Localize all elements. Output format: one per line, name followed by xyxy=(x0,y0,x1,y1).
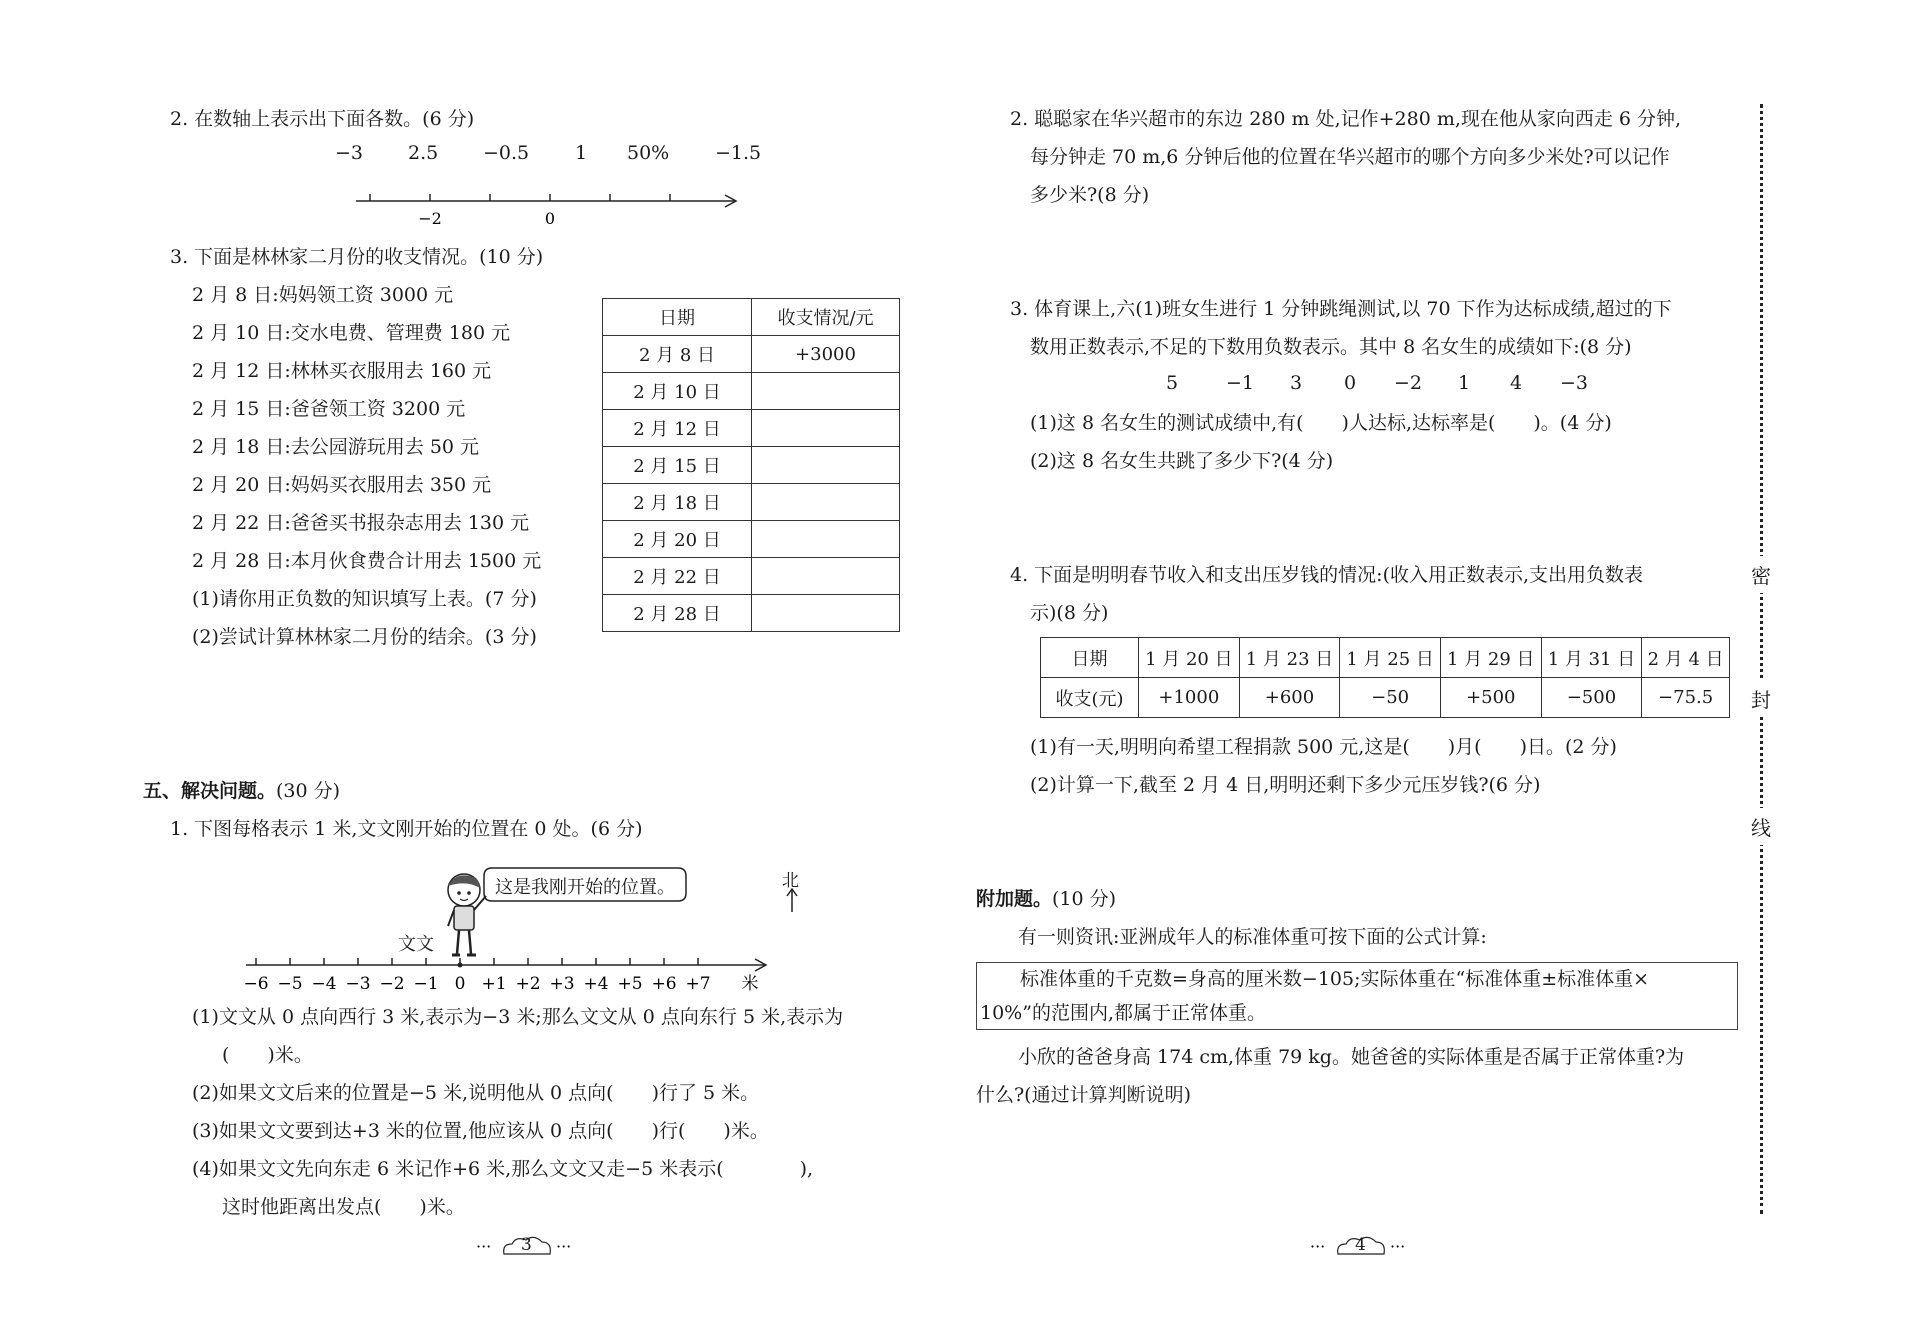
bonus-heading xyxy=(976,886,1116,912)
axis-label: +6 xyxy=(651,974,677,994)
axis-label: −4 xyxy=(311,974,337,994)
table-cell: 2 月 20 日 xyxy=(603,521,752,558)
score-item: 4 xyxy=(1510,372,1523,394)
right-q4-line2: 示)(8 分) xyxy=(1030,602,1109,624)
table-header: 日期 xyxy=(603,299,752,336)
score-item: 1 xyxy=(1458,372,1471,394)
table-cell xyxy=(752,521,900,558)
section5-q1-title: 1. 下图每格表示 1 米,文文刚开始的位置在 0 处。(6 分) xyxy=(170,818,643,840)
number-item: −0.5 xyxy=(483,142,530,164)
table-cell: +3000 xyxy=(752,336,900,373)
axis-label: −2 xyxy=(379,974,405,994)
table-cell: 2 月 22 日 xyxy=(603,558,752,595)
table-cell: −75.5 xyxy=(1642,678,1730,718)
right-q4-sub1: (1)有一天,明明向希望工程捐款 500 元,这是( )月( )日。(2 分) xyxy=(1030,736,1617,758)
svg-text:···: ··· xyxy=(556,1237,572,1256)
table-row xyxy=(603,558,900,595)
right-q2-line3: 多少米?(8 分) xyxy=(1030,184,1150,206)
table-cell xyxy=(752,410,900,447)
table-cell: −500 xyxy=(1541,678,1642,718)
left-q2-number-line xyxy=(340,186,760,232)
formula-line1: 标准体重的千克数=身高的厘米数−105;实际体重在“标准体重±标准体重× xyxy=(1020,968,1650,990)
score-item: 5 xyxy=(1166,372,1179,394)
table-cell xyxy=(752,558,900,595)
table-cell: 2 月 10 日 xyxy=(603,373,752,410)
page-number-right xyxy=(1308,1232,1418,1262)
bonus-intro: 有一则资讯:亚洲成年人的标准体重可按下面的公式计算: xyxy=(1018,926,1487,948)
number-item: 1 xyxy=(575,142,588,164)
section5-sub2: (2)如果文文后来的位置是−5 米,说明他从 0 点向( )行了 5 米。 xyxy=(192,1082,760,1104)
section5-title: 五、解决问题。 xyxy=(143,780,277,802)
right-q3-line1: 3. 体育课上,六(1)班女生进行 1 分钟跳绳测试,以 70 下作为达标成绩,超过的下 xyxy=(1010,298,1672,320)
table-cell: 1 月 25 日 xyxy=(1340,638,1441,678)
table-row xyxy=(603,484,900,521)
right-q3-sub2: (2)这 8 名女生共跳了多少下?(4 分) xyxy=(1030,450,1334,472)
table-cell xyxy=(752,595,900,632)
seal-char-feng: 封 xyxy=(1751,680,1771,717)
score-item: −1 xyxy=(1226,372,1255,394)
number-item: −3 xyxy=(335,142,364,164)
wenwen-label: 文文 xyxy=(398,934,434,955)
section5-sub4a: (4)如果文文先向东走 6 米记作+6 米,那么文文又走−5 米表示( ), xyxy=(192,1158,814,1180)
list-item: 2 月 8 日:妈妈领工资 3000 元 xyxy=(192,284,454,306)
axis-label: −5 xyxy=(277,974,303,994)
right-q4-table xyxy=(1040,637,1730,718)
seal-char-xian: 线 xyxy=(1751,808,1771,845)
right-q4-line1: 4. 下面是明明春节收入和支出压岁钱的情况:(收入用正数表示,支出用负数表 xyxy=(1010,564,1644,586)
table-cell: 2 月 15 日 xyxy=(603,447,752,484)
bonus-score: (10 分) xyxy=(1052,888,1117,910)
table-cell: 2 月 28 日 xyxy=(603,595,752,632)
page-number-left xyxy=(474,1232,584,1262)
section5-score: (30 分) xyxy=(276,780,341,802)
table-cell: 2 月 8 日 xyxy=(603,336,752,373)
north-label: 北 xyxy=(782,871,799,891)
table-row xyxy=(603,595,900,632)
table-row xyxy=(1041,678,1730,718)
table-cell: 2 月 18 日 xyxy=(603,484,752,521)
number-item: 2.5 xyxy=(408,142,439,164)
axis-label: +5 xyxy=(617,974,643,994)
table-cell: 2 月 12 日 xyxy=(603,410,752,447)
left-q3-sub1: (1)请你用正负数的知识填写上表。(7 分) xyxy=(192,588,537,610)
bonus-question-line2: 什么?(通过计算判断说明) xyxy=(976,1084,1192,1106)
bonus-title: 附加题。 xyxy=(976,888,1053,910)
left-q3-table xyxy=(602,298,900,632)
right-q4-sub2: (2)计算一下,截至 2 月 4 日,明明还剩下多少元压岁钱?(6 分) xyxy=(1030,774,1541,796)
table-cell: 1 月 20 日 xyxy=(1139,638,1240,678)
list-item: 2 月 18 日:去公园游玩用去 50 元 xyxy=(192,436,480,458)
score-item: 3 xyxy=(1290,372,1303,394)
table-cell: 2 月 4 日 xyxy=(1642,638,1730,678)
table-cell: +500 xyxy=(1440,678,1541,718)
right-q3-line2: 数用正数表示,不足的下数用负数表示。其中 8 名女生的成绩如下:(8 分) xyxy=(1030,336,1632,358)
axis-label: +1 xyxy=(481,974,507,994)
axis-label: +7 xyxy=(685,974,711,994)
page-number-text: 3 xyxy=(521,1235,532,1255)
table-cell xyxy=(752,484,900,521)
table-row xyxy=(603,373,900,410)
right-q2-line2: 每分钟走 70 m,6 分钟后他的位置在华兴超市的哪个方向多少米处?可以记作 xyxy=(1030,146,1670,168)
formula-line2: 10%”的范围内,都属于正常体重。 xyxy=(980,1002,1266,1024)
section5-sub1b: ( )米。 xyxy=(222,1044,313,1066)
table-cell: 1 月 29 日 xyxy=(1440,638,1541,678)
table-header: 收支情况/元 xyxy=(752,299,900,336)
table-row xyxy=(603,521,900,558)
table-row xyxy=(603,336,900,373)
table-row xyxy=(603,447,900,484)
score-item: −3 xyxy=(1560,372,1589,394)
axis-label: −1 xyxy=(413,974,439,994)
svg-text:···: ··· xyxy=(476,1237,492,1256)
axis-label: +3 xyxy=(549,974,575,994)
axis-label: +2 xyxy=(515,974,541,994)
number-item: −1.5 xyxy=(715,142,762,164)
table-cell: +600 xyxy=(1239,678,1340,718)
axis-label-neg2: −2 xyxy=(418,209,442,228)
page-number-text: 4 xyxy=(1355,1235,1366,1255)
table-row xyxy=(603,410,900,447)
right-q2-line1: 2. 聪聪家在华兴超市的东边 280 m 处,记作+280 m,现在他从家向西走 6 分钟, xyxy=(1010,108,1682,130)
speech-text: 这是我刚开始的位置。 xyxy=(495,877,675,898)
table-cell xyxy=(752,447,900,484)
axis-label-0: 0 xyxy=(544,209,556,228)
section5-sub4b: 这时他距离出发点( )米。 xyxy=(222,1196,465,1218)
score-item: 0 xyxy=(1344,372,1357,394)
list-item: 2 月 12 日:林林买衣服用去 160 元 xyxy=(192,360,492,382)
table-cell: −50 xyxy=(1340,678,1441,718)
north-arrow-icon xyxy=(784,886,800,914)
bonus-question-line1: 小欣的爸爸身高 174 cm,体重 79 kg。她爸爸的实际体重是否属于正常体重?为 xyxy=(1018,1046,1685,1068)
left-q2-title: 2. 在数轴上表示出下面各数。(6 分) xyxy=(170,108,475,130)
table-row xyxy=(1041,638,1730,678)
list-item: 2 月 28 日:本月伙食费合计用去 1500 元 xyxy=(192,550,542,572)
table-cell xyxy=(752,373,900,410)
svg-text:···: ··· xyxy=(1310,1237,1326,1256)
list-item: 2 月 15 日:爸爸领工资 3200 元 xyxy=(192,398,466,420)
list-item: 2 月 22 日:爸爸买书报杂志用去 130 元 xyxy=(192,512,530,534)
section5-heading xyxy=(143,778,340,804)
table-cell: 收支(元) xyxy=(1041,678,1139,718)
left-q3-sub2: (2)尝试计算林林家二月份的结余。(3 分) xyxy=(192,626,537,648)
score-item: −2 xyxy=(1394,372,1423,394)
number-item: 50% xyxy=(627,142,670,164)
axis-label: −3 xyxy=(345,974,371,994)
walking-number-line xyxy=(240,950,780,996)
seal-char-mi: 密 xyxy=(1751,556,1771,593)
seal-dotted-line xyxy=(1760,104,1763,1214)
list-item: 2 月 10 日:交水电费、管理费 180 元 xyxy=(192,322,511,344)
list-item: 2 月 20 日:妈妈买衣服用去 350 元 xyxy=(192,474,492,496)
axis-label: 0 xyxy=(454,974,466,994)
axis-label: −6 xyxy=(243,974,269,994)
table-cell: 1 月 31 日 xyxy=(1541,638,1642,678)
axis-label: +4 xyxy=(583,974,609,994)
table-cell: 1 月 23 日 xyxy=(1239,638,1340,678)
table-cell: 日期 xyxy=(1041,638,1139,678)
section5-sub3: (3)如果文文要到达+3 米的位置,他应该从 0 点向( )行( )米。 xyxy=(192,1120,769,1142)
left-q3-title: 3. 下面是林林家二月份的收支情况。(10 分) xyxy=(170,246,544,268)
axis-unit-label: 米 xyxy=(741,974,759,994)
svg-text:···: ··· xyxy=(1390,1237,1406,1256)
right-q3-sub1: (1)这 8 名女生的测试成绩中,有( )人达标,达标率是( )。(4 分) xyxy=(1030,412,1612,434)
table-cell: +1000 xyxy=(1139,678,1240,718)
section5-sub1a: (1)文文从 0 点向西行 3 米,表示为−3 米;那么文文从 0 点向东行 5 米,表示为 xyxy=(192,1006,844,1028)
